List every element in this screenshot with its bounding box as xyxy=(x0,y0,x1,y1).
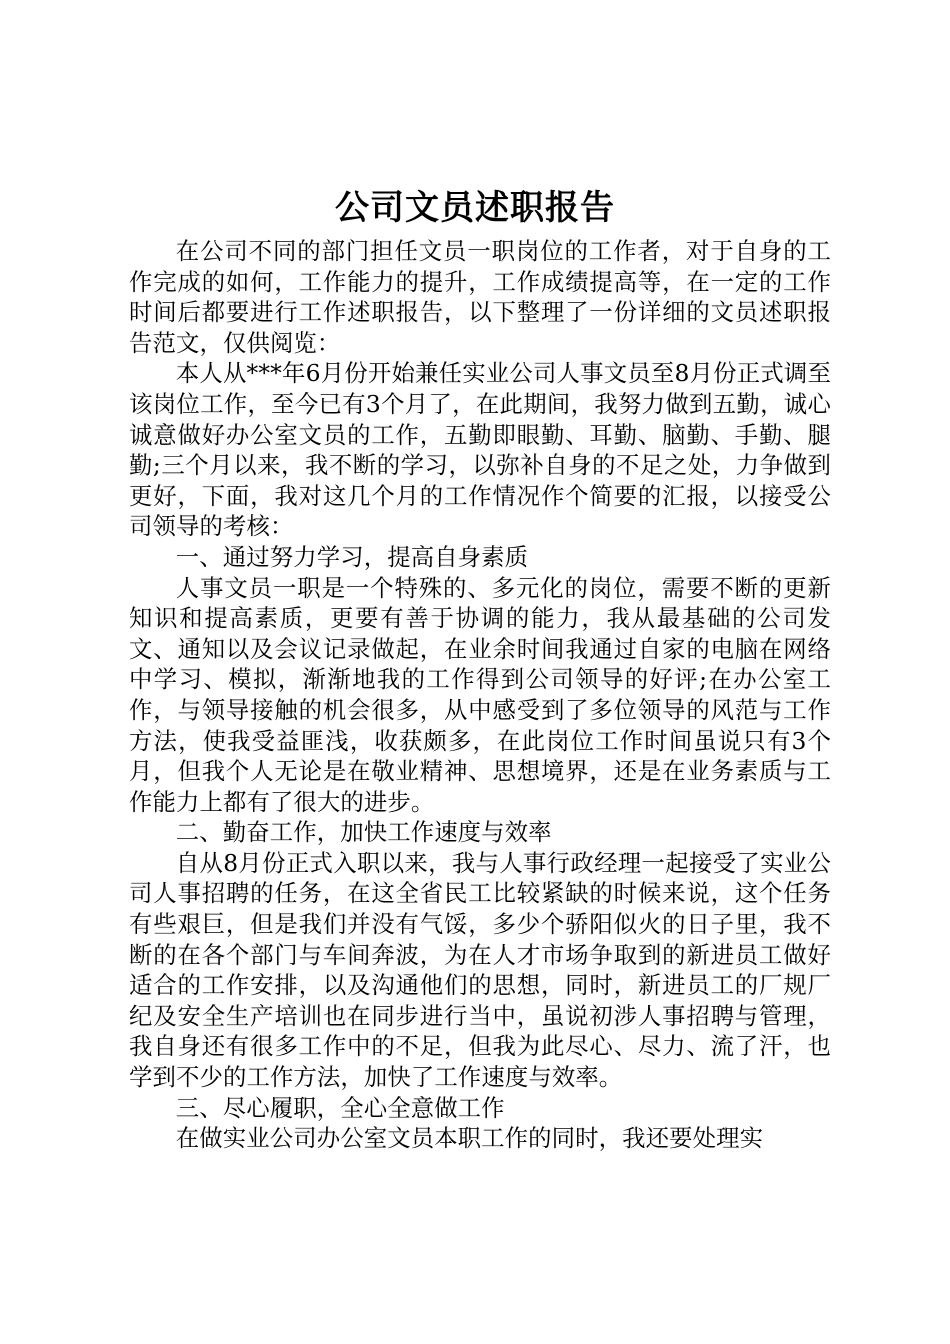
paragraph-section-3: 在做实业公司办公室文员本职工作的同时，我还要处理实 xyxy=(175,1124,764,1153)
paragraph-section-2: 自从8月份正式入职以来，我与人事行政经理一起接受了实业公司人事招聘的任务，在这全省民工比较紧缺的时候来说，这个任务有些艰巨，但是我们并没有气馁，多少个骄阳似火的日子里，我不断的在各个部门与车间奔波，为在人才市场争取到的新进员工做好适合的工作安排，以及沟通他们的思想，同时，新进员工的厂规厂纪及安全生产培训也在同步进行当中，虽说初涉人事招聘与管理，我自身还有很多工作中的不足，但我为此尽心、尽力、流了汗，也学到不少的工作方法，加快了工作速度与效率。 xyxy=(129,848,831,1092)
document-title: 公司文员述职报告 xyxy=(335,188,615,228)
paragraph-intro: 在公司不同的部门担任文员一职岗位的工作者，对于自身的工作完成的如何，工作能力的提升，工作成绩提高等，在一定的工作时间后都要进行工作述职报告，以下整理了一份详细的文员述职报告范文，仅供阅览： xyxy=(129,237,831,357)
section-heading-2: 二、勤奋工作，加快工作速度与效率 xyxy=(175,818,552,847)
document-body xyxy=(129,236,831,1154)
section-heading-1: 一、通过努力学习，提高自身素质 xyxy=(175,542,529,571)
paragraph-section-1: 人事文员一职是一个特殊的、多元化的岗位，需要不断的更新知识和提高素质，更要有善于协调的能力，我从最基础的公司发文、通知以及会议记录做起，在业余时间我通过自家的电脑在网络中学习、模拟，渐渐地我的工作得到公司领导的好评;在办公室工作，与领导接触的机会很多，从中感受到了多位领导的风范与工作方法，使我受益匪浅，收获颇多，在此岗位工作时间虽说只有3个月，但我个人无论是在敬业精神、思想境界，还是在业务素质与工作能力上都有了很大的进步。 xyxy=(129,573,831,816)
section-heading-3: 三、尽心履职，全心全意做工作 xyxy=(175,1093,505,1122)
paragraph-overview: 本人从***年6月份开始兼任实业公司人事文员至8月份正式调至该岗位工作，至今已有3个月了，在此期间，我努力做到五勤，诚心诚意做好办公室文员的工作，五勤即眼勤、耳勤、脑勤、手勤、腿勤;三个月以来，我不断的学习，以弥补自身的不足之处，力争做到更好，下面，我对这几个月的工作情况作个简要的汇报，以接受公司领导的考核： xyxy=(129,359,831,541)
